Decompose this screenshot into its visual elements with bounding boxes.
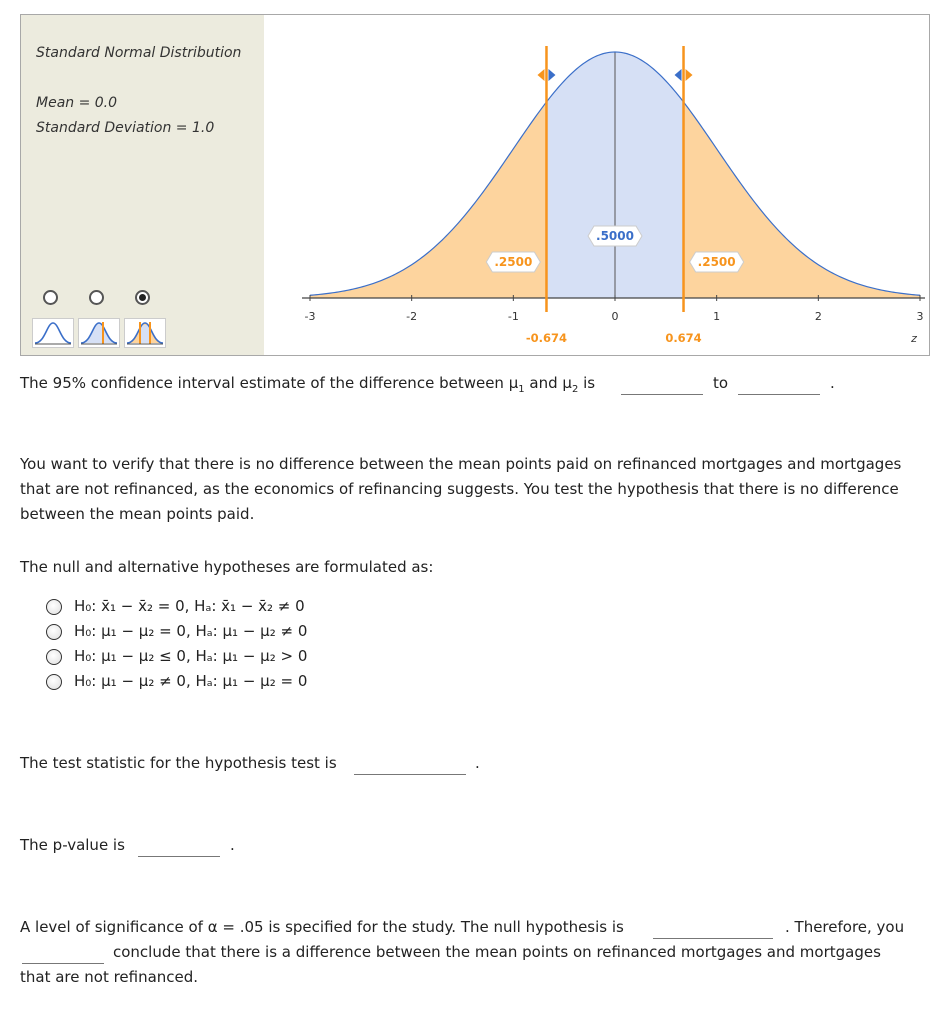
mode-radio-one-tail[interactable] — [43, 290, 58, 305]
mean-label: Mean = 0.0 — [36, 95, 118, 111]
middle-area-value: .5000 — [596, 229, 634, 243]
x-tick-label: -2 — [406, 310, 418, 323]
boundary-arrow-right — [548, 69, 555, 81]
hypothesis-label-3: H₀: μ₁ − μ₂ ≤ 0, Hₐ: μ₁ − μ₂ > 0 — [74, 647, 308, 665]
ci-question-mid: and μ — [524, 374, 572, 392]
hypotheses-heading: The null and alternative hypotheses are formulated as: — [20, 558, 434, 576]
mode-radio-two-tail[interactable] — [89, 290, 104, 305]
null-decision-select[interactable] — [653, 920, 773, 939]
mu2-subscript: 2 — [571, 384, 579, 395]
significance-line-1b: . Therefore, you — [785, 918, 905, 936]
pvalue-input[interactable] — [138, 838, 220, 857]
right-boundary-label: 0.674 — [665, 331, 702, 345]
context-line-1: You want to verify that there is no difference between the mean points paid on refinanced mortgages and mortgages — [20, 455, 902, 473]
right-tail-value: .2500 — [697, 255, 736, 269]
two-tail-icon[interactable] — [78, 318, 120, 348]
ci-upper-input[interactable] — [738, 376, 820, 395]
ci-question — [20, 371, 595, 402]
boundary-arrow-left — [537, 69, 544, 81]
hypothesis-radio-1[interactable] — [46, 599, 62, 615]
significance-line-3: that are not refinanced. — [20, 968, 199, 986]
hypothesis-radio-4[interactable] — [46, 674, 62, 690]
to-label: to — [713, 374, 729, 392]
x-tick-label: 2 — [814, 310, 822, 323]
x-tick-label: -1 — [507, 310, 519, 323]
test-stat-label: The test statistic for the hypothesis test is — [20, 754, 337, 772]
x-tick-label: 0 — [611, 310, 619, 323]
hypothesis-label-1: H₀: x̄₁ − x̄₂ = 0, Hₐ: x̄₁ − x̄₂ ≠ 0 — [74, 597, 305, 615]
significance-line-2: conclude that there is a difference between the mean points on refinanced mortgages and mortgages — [113, 943, 881, 961]
context-line-2: that are not refinanced, as the economics of refinancing suggests. You test the hypothesis that there is no difference — [20, 480, 899, 498]
ci-question-text: The 95% confidence interval estimate of the difference between μ — [20, 374, 519, 392]
pvalue-end: . — [230, 836, 235, 854]
ci-lower-input[interactable] — [621, 376, 703, 395]
info-panel — [21, 15, 264, 355]
ci-end-period: . — [830, 374, 835, 392]
context-line-3: between the mean points paid. — [20, 505, 255, 523]
hypothesis-label-2: H₀: μ₁ − μ₂ = 0, Hₐ: μ₁ − μ₂ ≠ 0 — [74, 622, 308, 640]
left-boundary-label: -0.674 — [525, 331, 568, 345]
mu1-subscript: 1 — [518, 384, 525, 395]
significance-line-1: A level of significance of α = .05 is specified for the study. The null hypothesis is — [20, 918, 624, 936]
x-tick-label: 1 — [713, 310, 721, 323]
hypothesis-label-4: H₀: μ₁ − μ₂ ≠ 0, Hₐ: μ₁ − μ₂ = 0 — [74, 672, 308, 690]
boundary-arrow-right — [686, 69, 693, 81]
hypothesis-radio-3[interactable] — [46, 649, 62, 665]
normal-curve-plot — [265, 15, 929, 355]
x-axis-label: z — [911, 332, 917, 345]
test-stat-input[interactable] — [354, 756, 466, 775]
distribution-widget — [20, 14, 930, 356]
conclusion-select[interactable] — [22, 945, 104, 964]
middle-area-icon[interactable] — [124, 318, 166, 348]
normal-curve-svg — [265, 15, 929, 355]
one-tail-left-icon[interactable] — [32, 318, 74, 348]
sd-label: Standard Deviation = 1.0 — [36, 120, 215, 136]
test-stat-end: . — [475, 754, 480, 772]
boundary-arrow-left — [675, 69, 682, 81]
pvalue-label: The p-value is — [20, 836, 125, 854]
x-tick-label: 3 — [916, 310, 924, 323]
x-tick-label: -3 — [304, 310, 316, 323]
distribution-title: Standard Normal Distribution — [36, 45, 242, 61]
hypothesis-radio-2[interactable] — [46, 624, 62, 640]
ci-question-tail: is — [578, 374, 596, 392]
left-tail-value: .2500 — [494, 255, 533, 269]
mode-radio-middle[interactable] — [135, 290, 150, 305]
